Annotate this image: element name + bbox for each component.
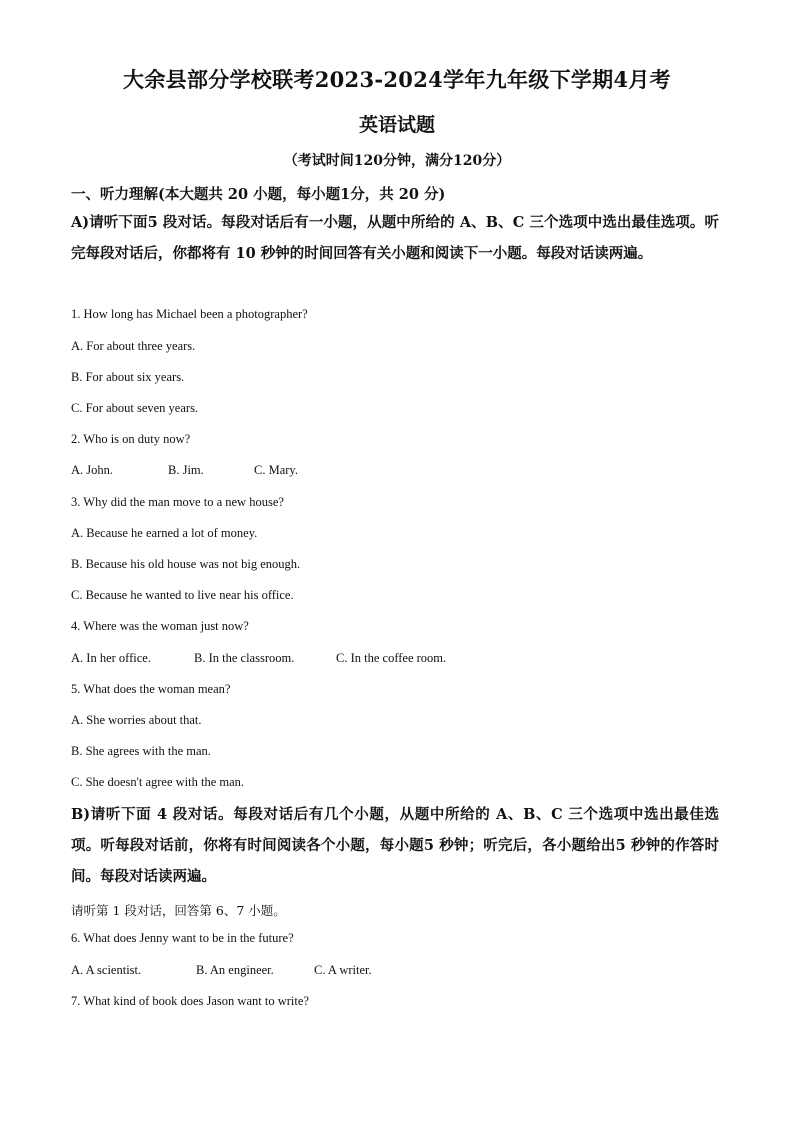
q4-option-b: B. In the classroom. — [194, 651, 295, 665]
q5-option-c: C. She doesn't agree with the man. — [71, 775, 245, 789]
q6-option-a: A. A scientist. — [71, 963, 142, 977]
q6-option-c: C. A writer. — [314, 963, 372, 977]
q2-options — [71, 463, 298, 478]
question-1: 1. How long has Michael been a photographer? — [71, 307, 308, 321]
q5-option-b: B. She agrees with the man. — [71, 744, 211, 758]
question-4: 4. Where was the woman just now? — [71, 619, 249, 633]
q4-options — [71, 651, 446, 666]
q5-option-a: A. She worries about that. — [71, 713, 202, 727]
part-b-instruction: B)请听下面 4 段对话。每段对话后有几个小题，从题中所给的 A、B、C 三个选项中选出最佳选项。听每段对话前，你将有时间阅读各个小题，每小题5 秒钟；听完后，各小题给出5 秒钟的作答时间。每段对话读两遍。 — [71, 806, 719, 885]
q4-option-a: A. In her office. — [71, 651, 151, 665]
question-3: 3. Why did the man move to a new house? — [71, 495, 284, 509]
q4-option-c: C. In the coffee room. — [336, 651, 447, 665]
q2-option-a: A. John. — [71, 463, 114, 477]
q3-option-b: B. Because his old house was not big enough. — [71, 557, 301, 571]
q3-option-a: A. Because he earned a lot of money. — [71, 526, 258, 540]
q6-option-b: B. An engineer. — [196, 963, 274, 977]
subject-title: 英语试题 — [358, 114, 435, 136]
question-7: 7. What kind of book does Jason want to write? — [71, 994, 309, 1008]
q2-option-b: B. Jim. — [168, 463, 204, 477]
question-5: 5. What does the woman mean? — [71, 682, 231, 696]
q6-options — [71, 963, 372, 978]
question-2: 2. Who is on duty now? — [71, 432, 191, 446]
dialogue-1-note: 请听第 1 段对话，回答第 6、7 小题。 — [71, 903, 286, 918]
q3-option-c: C. Because he wanted to live near his office. — [71, 588, 294, 602]
question-6: 6. What does Jenny want to be in the future? — [71, 931, 294, 945]
part-a-instruction: A)请听下面5 段对话。每段对话后有一小题，从题中所给的 A、B、C 三个选项中选出最佳选项。听完每段对话后，你都将有 10 秒钟的时间回答有关小题和阅读下一小题。每段对话读两遍。 — [71, 214, 719, 262]
q1-option-a: A. For about three years. — [71, 339, 196, 353]
q1-option-b: B. For about six years. — [71, 370, 185, 384]
section-heading-listening: 一、听力理解(本大题共 20 小题，每小题1分，共 20 分) — [71, 186, 446, 203]
exam-info: （考试时间120分钟，满分120分） — [283, 153, 511, 169]
q2-option-c: C. Mary. — [254, 463, 298, 477]
exam-title: 大余县部分学校联考2023-2024学年九年级下学期4月考 — [123, 67, 671, 92]
q1-option-c: C. For about seven years. — [71, 401, 199, 415]
